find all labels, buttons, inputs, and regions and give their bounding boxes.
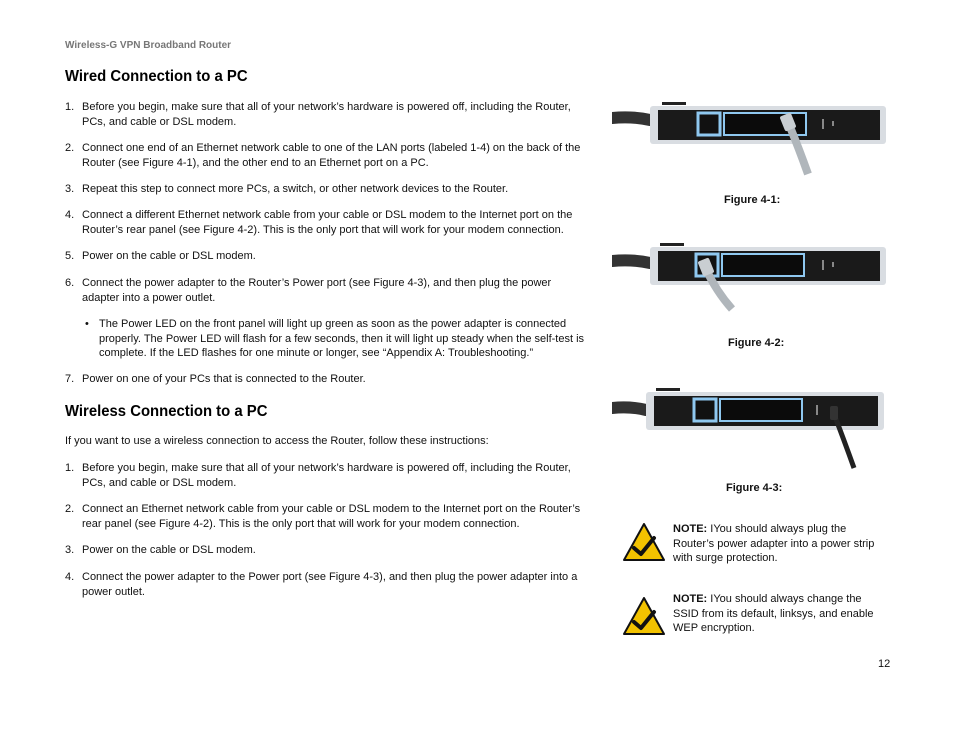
step-number: 4.	[65, 571, 75, 583]
checkmark-warning-icon	[622, 596, 666, 636]
step-text: Connect the power adapter to the Router’s Power port (see Figure 4-3), and then plug the power adapter into a power outlet.	[82, 277, 552, 304]
step-number: 5.	[65, 250, 75, 262]
figure-4-3-caption: Figure 4-3:	[726, 482, 783, 494]
router-lan-cable-illustration	[612, 96, 892, 186]
step-number: 3.	[65, 544, 75, 556]
figure-4-1-caption: Figure 4-1:	[724, 194, 781, 206]
step-number: 6.	[65, 277, 75, 289]
step-text: Power on the cable or DSL modem.	[82, 544, 256, 556]
step-text: Before you begin, make sure that all of your network’s hardware is powered off, including the Router, PCs, and cable or DSL modem.	[82, 462, 571, 489]
figure-4-1-router-rear-panel	[612, 96, 892, 186]
step-text: Repeat this step to connect more PCs, a switch, or other network devices to the Router.	[82, 183, 509, 195]
wired-section-heading: Wired Connection to a PC	[65, 68, 248, 85]
step-text: Before you begin, make sure that all of your network’s hardware is powered off, including the Router, PCs, and cable or DSL modem.	[82, 101, 571, 128]
note-change-ssid	[622, 592, 892, 652]
step-text: Power on one of your PCs that is connected to the Router.	[82, 373, 366, 385]
wired-steps-list	[65, 100, 590, 390]
step-number: 3.	[65, 183, 75, 195]
step-text: Connect a different Ethernet network cable from your cable or DSL modem to the Internet port on the Router’s rear panel (see Figure 4-2). This is the only port that will work for your modem connection.	[82, 209, 573, 236]
step-number: 2.	[65, 142, 75, 154]
step-text: Power on the cable or DSL modem.	[82, 250, 256, 262]
step-text: Connect one end of an Ethernet network cable to one of the LAN ports (labeled 1-4) on the back of the Router (see Figure 4-1), and the other end to an Ethernet port on a PC.	[82, 142, 581, 169]
note-power-strip	[622, 522, 892, 582]
figure-4-2-router-rear-panel	[612, 239, 892, 329]
bullet-text: The Power LED on the front panel will light up green as soon as the power adapter is connected properly. The Power LED will flash for a few seconds, then it will light up steady when the self-test is complete. If the LED flashes for one minute or longer, see “Appendix A: Troubleshooting.”	[99, 318, 585, 359]
note-text	[673, 592, 888, 636]
step-number: 1.	[65, 462, 75, 474]
router-internet-cable-illustration	[612, 239, 892, 329]
bullet-mark: •	[85, 318, 89, 330]
checkmark-warning-icon	[622, 522, 666, 562]
note-text	[673, 522, 888, 566]
page-number: 12	[878, 658, 891, 670]
step-number: 7.	[65, 373, 75, 385]
figure-4-2-caption: Figure 4-2:	[728, 337, 785, 349]
step-text: Connect the power adapter to the Power port (see Figure 4-3), and then plug the power adapter into a power outlet.	[82, 571, 578, 598]
step-text: Connect an Ethernet network cable from your cable or DSL modem to the Internet port on the Router’s rear panel (see Figure 4-2). This is the only port that will work for your modem connection.	[82, 503, 581, 530]
note-label: NOTE:	[673, 593, 708, 605]
figure-4-3-router-rear-panel	[612, 384, 892, 474]
wireless-steps-list	[65, 434, 590, 614]
wireless-intro: If you want to use a wireless connection to access the Router, follow these instructions:	[65, 435, 489, 447]
step-number: 2.	[65, 503, 75, 515]
note-body: IYou should always change the SSID from its default, linksys, and enable WEP encryption.	[673, 593, 874, 634]
step-number: 1.	[65, 101, 75, 113]
step-number: 4.	[65, 209, 75, 221]
running-header: Wireless-G VPN Broadband Router	[65, 40, 232, 51]
note-label: NOTE:	[673, 523, 708, 535]
wireless-section-heading: Wireless Connection to a PC	[65, 403, 268, 420]
router-power-cable-illustration	[612, 384, 892, 474]
note-body: IYou should always plug the Router’s power adapter into a power strip with surge protection.	[673, 523, 875, 564]
